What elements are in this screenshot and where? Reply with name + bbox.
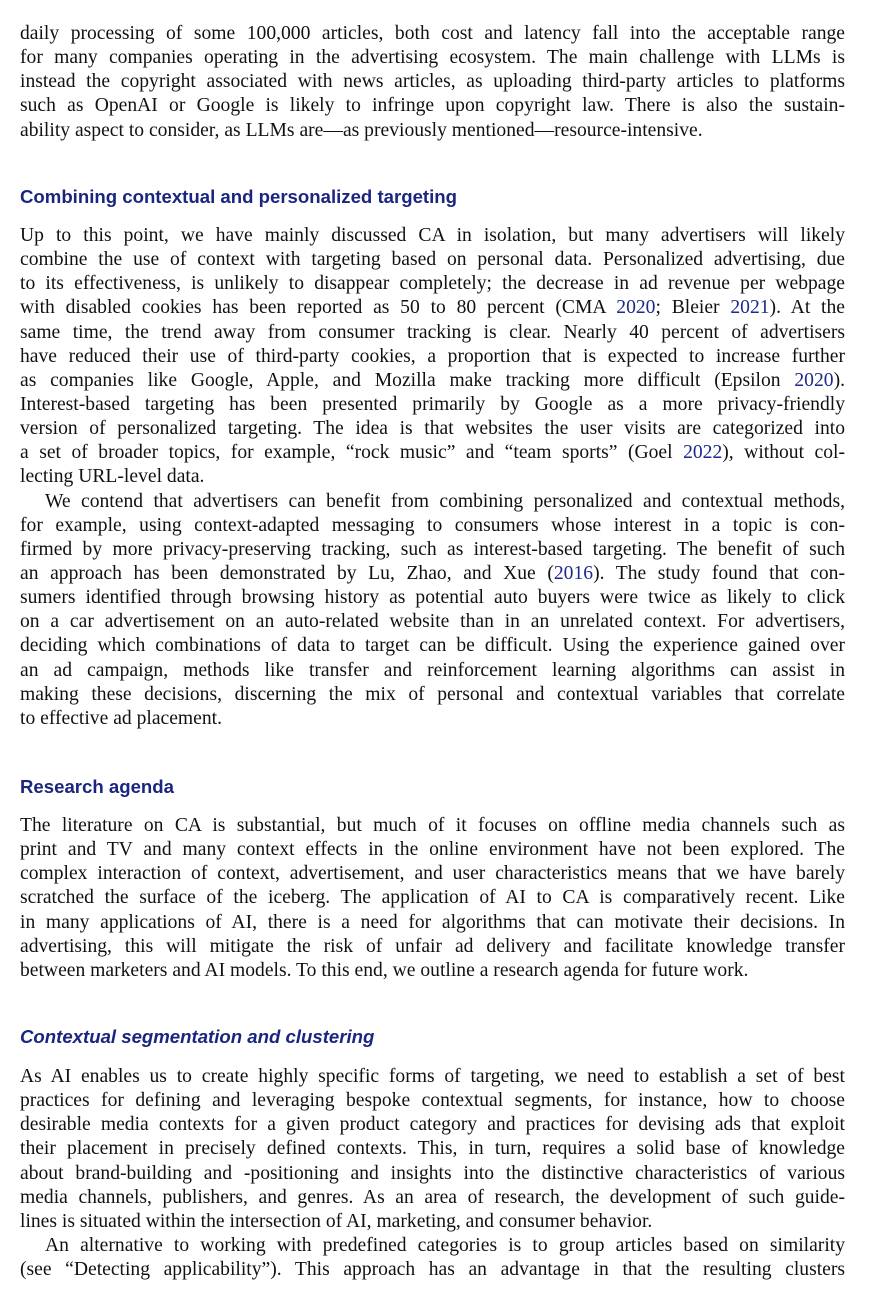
- paragraph-block-intro: [20, 22, 845, 143]
- citation-link[interactable]: 2016: [553, 562, 594, 584]
- citation-link[interactable]: 2022: [683, 442, 723, 464]
- text-segment: in many applications of AI, there is a need for algorithms that can motivate their decisions. In: [20, 911, 845, 933]
- text-segment: ).: [833, 369, 845, 391]
- text-line: [20, 514, 845, 538]
- text-segment: practices for defining and leveraging bespoke contextual segments, for instance, how to choose: [20, 1090, 845, 1112]
- text-line: [20, 393, 845, 417]
- text-line: [20, 935, 845, 959]
- text-segment: have reduced their use of third-party cookies, a proportion that is expected to increase further: [20, 345, 845, 367]
- text-segment: firmed by more privacy-preserving tracking, such as interest-based targeting. The benefit of such: [20, 538, 845, 560]
- text-line: [20, 70, 845, 94]
- text-segment: an approach has been demonstrated by Lu, Zhao, and Xue (: [20, 562, 554, 584]
- text-segment: An alternative to working with predefined categories is to group articles based on similarity: [45, 1234, 845, 1256]
- text-segment: on a car advertisement on an auto-related website than in an unrelated context. For advertisers,: [20, 611, 845, 633]
- text-line: [20, 814, 845, 838]
- text-line: [20, 610, 845, 634]
- text-segment: ability aspect to consider, as LLMs are—as previously mentioned—resource-intensive.: [20, 119, 703, 141]
- text-line: [20, 465, 845, 489]
- text-segment: The literature on CA is substantial, but much of it focuses on offline media channels such as: [20, 815, 845, 836]
- text-line: [20, 272, 845, 296]
- text-segment: Interest-based targeting has been presented primarily by Google as a more privacy-friendly: [20, 393, 845, 415]
- text-line: [20, 441, 845, 465]
- text-segment: an ad campaign, methods like transfer and reinforcement learning algorithms can assist in: [20, 659, 845, 681]
- text-line: [20, 683, 845, 707]
- citation-link[interactable]: 2020: [794, 369, 834, 391]
- text-segment: a set of broader topics, for example, “rock music” and “team sports” (Goel: [20, 442, 684, 464]
- text-segment: for many companies operating in the advertising ecosystem. The main challenge with LLMs is: [20, 47, 845, 69]
- text-line: [20, 1234, 845, 1258]
- text-segment: complex interaction of context, advertisement, and user characteristics means that we have barely: [20, 863, 845, 885]
- text-segment: daily processing of some 100,000 articles, both cost and latency fall into the acceptable range: [20, 23, 845, 44]
- text-line: [20, 1137, 845, 1161]
- text-segment: making these decisions, discerning the mix of personal and contextual variables that correlate: [20, 683, 845, 705]
- text-line: [20, 490, 845, 514]
- text-segment: media channels, publishers, and genres. As an area of research, the development of such guide-: [20, 1186, 845, 1208]
- text-line: [20, 862, 845, 886]
- text-line: [20, 417, 845, 441]
- text-segment: lines is situated within the intersection of AI, marketing, and consumer behavior.: [20, 1210, 653, 1232]
- text-segment: for example, using context-adapted messaging to consumers whose interest in a topic is con-: [20, 514, 845, 536]
- text-segment: As AI enables us to create highly specific forms of targeting, we need to establish a set of best: [20, 1066, 845, 1087]
- text-segment: to its effectiveness, is unlikely to disappear completely; the decrease in ad revenue per webpage: [20, 273, 845, 295]
- paragraph-block-segmentation: [20, 1065, 845, 1282]
- text-segment: advertising, this will mitigate the risk of unfair ad delivery and facilitate knowledge transfer: [20, 935, 845, 957]
- text-line: [20, 46, 845, 70]
- text-segment: (see “Detecting applicability”). This approach has an advantage in that the resulting clusters: [20, 1259, 845, 1281]
- text-segment: deciding which combinations of data to target can be difficult. Using the experience gained over: [20, 635, 845, 657]
- text-line: [20, 1089, 845, 1113]
- text-segment: ). At the: [769, 297, 845, 319]
- text-line: [20, 562, 845, 586]
- paragraph-block-combining: [20, 224, 845, 731]
- text-line: [20, 586, 845, 610]
- text-segment: with disabled cookies has been reported as 50 to 80 percent (CMA: [20, 297, 617, 319]
- citation-link[interactable]: 2021: [730, 297, 770, 319]
- text-line: [20, 1162, 845, 1186]
- text-segment: same time, the trend away from consumer tracking is clear. Nearly 40 percent of advertisers: [20, 321, 845, 343]
- text-line: [20, 94, 845, 118]
- text-line: [20, 369, 845, 393]
- text-line: [20, 345, 845, 369]
- text-line: [20, 321, 845, 345]
- text-line: [20, 119, 845, 143]
- text-segment: as companies like Google, Apple, and Mozilla make tracking more difficult (Epsilon: [20, 369, 795, 391]
- text-segment: between marketers and AI models. To this end, we outline a research agenda for future work.: [20, 959, 749, 981]
- paragraph-block-research-agenda: [20, 814, 845, 983]
- text-segment: print and TV and many context effects in the online environment have not been explored. The: [20, 839, 845, 861]
- text-line: [20, 1210, 845, 1234]
- text-line: [20, 911, 845, 935]
- text-segment: sumers identified through browsing history as potential auto buyers were twice as likely to click: [20, 587, 845, 609]
- section-heading-combining: Combining contextual and personalized targeting: [20, 186, 457, 207]
- text-segment: about brand-building and -positioning and insights into the distinctive characteristics of various: [20, 1162, 845, 1184]
- text-segment: version of personalized targeting. The idea is that websites the user visits are categorized into: [20, 418, 845, 440]
- text-line: [20, 1186, 845, 1210]
- text-segment: to effective ad placement.: [20, 707, 223, 729]
- text-segment: such as OpenAI or Google is likely to infringe upon copyright law. There is also the sustain-: [20, 95, 845, 117]
- text-line: [20, 1113, 845, 1137]
- text-segment: ), without col-: [722, 442, 845, 464]
- text-line: [20, 1258, 845, 1282]
- text-line: [20, 1065, 845, 1089]
- text-line: [20, 634, 845, 658]
- text-segment: ). The study found that con-: [593, 562, 845, 584]
- text-segment: We contend that advertisers can benefit from combining personalized and contextual methods,: [45, 490, 845, 512]
- text-line: [20, 707, 845, 731]
- text-line: [20, 296, 845, 320]
- text-segment: their placement in precisely defined contexts. This, in turn, requires a solid base of knowledge: [20, 1138, 845, 1160]
- text-line: [20, 22, 845, 46]
- text-segment: lecting URL-level data.: [20, 466, 205, 488]
- text-line: [20, 538, 845, 562]
- text-segment: ; Bleier: [655, 297, 731, 319]
- text-segment: combine the use of context with targeting based on personal data. Personalized advertising, due: [20, 249, 845, 271]
- text-segment: scratched the surface of the iceberg. The application of AI to CA is comparatively recent. Like: [20, 887, 845, 909]
- text-line: [20, 248, 845, 272]
- text-segment: desirable media contexts for a given product category and practices for devising ads that exploit: [20, 1114, 845, 1136]
- text-segment: Up to this point, we have mainly discussed CA in isolation, but many advertisers will likely: [20, 225, 845, 246]
- text-segment: instead the copyright associated with news articles, as uploading third-party articles to platforms: [20, 71, 845, 93]
- citation-link[interactable]: 2020: [616, 297, 656, 319]
- text-line: [20, 959, 845, 983]
- text-line: [20, 838, 845, 862]
- subsection-heading-segmentation: Contextual segmentation and clustering: [20, 1026, 375, 1047]
- section-heading-research-agenda: Research agenda: [20, 776, 174, 797]
- text-line: [20, 886, 845, 910]
- text-line: [20, 224, 845, 248]
- text-line: [20, 659, 845, 683]
